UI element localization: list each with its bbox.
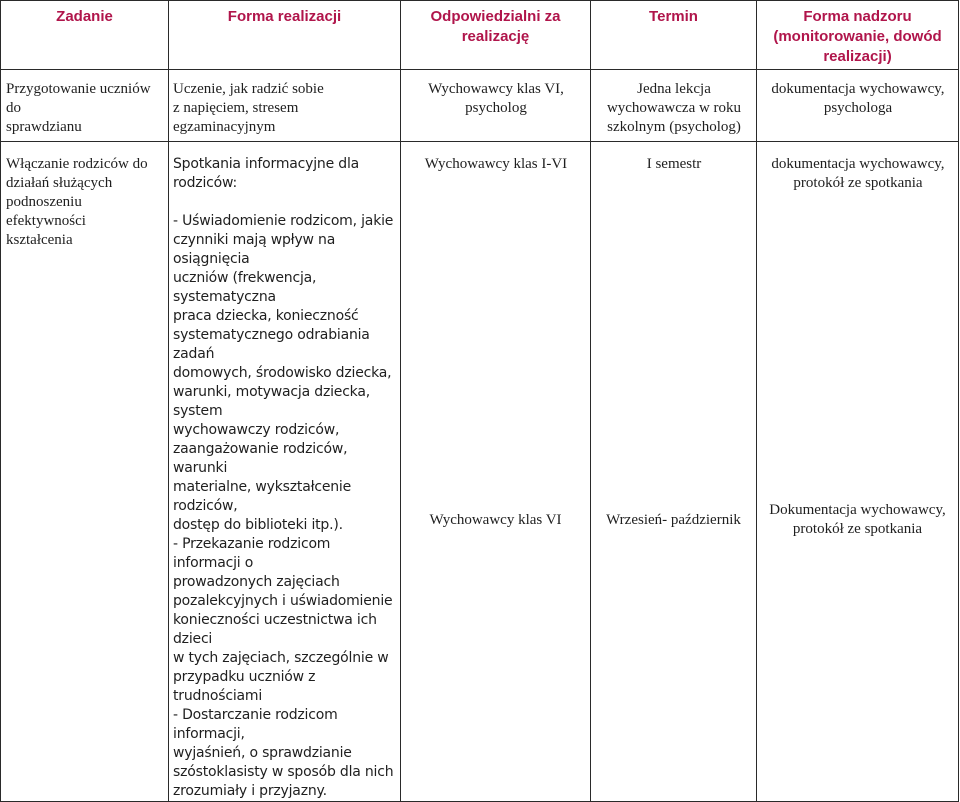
forma-body-line: dostęp do biblioteki itp.).: [173, 517, 343, 533]
header-termin: Termin: [591, 1, 757, 70]
forma-body-line: materialne, wykształcenie rodziców,: [173, 479, 352, 514]
forma-body-line: pozalekcyjnych i uświadomienie: [173, 593, 393, 609]
cell-odpowiedzialni: Wychowawcy klas VI, psycholog: [401, 70, 591, 142]
cell-nadzor: dokumentacja wychowawcy, protokół ze spotkania Dokumentacja wychowawcy, protokół ze spotkania: [757, 142, 959, 802]
forma-body-line: w tych zajęciach, szczególnie w: [173, 650, 389, 666]
forma-body-line: wyjaśnień, o sprawdzianie: [173, 745, 352, 761]
forma-body: [173, 212, 396, 801]
forma-body-line: przypadku uczniów z trudnościami: [173, 669, 316, 704]
forma-body-line: - Uświadomienie rodzicom, jakie: [173, 213, 394, 229]
forma-body-line: praca dziecka, konieczność: [173, 308, 359, 324]
cell-termin: Jedna lekcja wychowawcza w roku szkolnym (psycholog): [591, 70, 757, 142]
forma-body-line: warunki, motywacja dziecka, system: [173, 384, 370, 419]
forma-body-line: zrozumiały i przyjazny.: [173, 783, 327, 799]
forma-body-line: konieczności uczestnictwa ich dzieci: [173, 612, 377, 647]
cell-nadzor: dokumentacja wychowawcy, psychologa: [757, 70, 959, 142]
header-forma-nadzoru: Forma nadzoru (monitorowanie, dowód realizacji): [757, 1, 959, 70]
forma-body-line: - Przekazanie rodzicom informacji o: [173, 536, 331, 571]
cell-zadanie: Włączanie rodziców do działań służących podnoszeniu efektywności kształcenia: [1, 142, 169, 802]
forma-body-line: domowych, środowisko dziecka,: [173, 365, 392, 381]
cell-forma: Spotkania informacyjne dla rodziców: - Uświadomienie rodzicom, jakie czynniki mają wpływ na osiągnięcia uczniów (frekwencja, systematyczna praca dziecka, konieczność systematycznego odrabiania zadań domowych, środowisko dziecka, warunki, motywacja dziecka, system wychowawczy rodziców, zaangażowanie rodziców, warunki materialne, wykształcenie rodziców, dostęp do biblioteki itp.). - Przekazanie rodzicom informacji o prowadzonych zajęciach pozalekcyjnych i uświadomienie konieczności uczestnictwa ich dzieci w tych zajęciach, szczególnie w przypadku uczniów z trudnościami - Dostarczanie rodzicom informacji, wyjaśnień, o sprawdzianie szóstoklasisty w sposób dla nich zrozumiały i przyjazny.: [169, 142, 401, 802]
cell-forma: Uczenie, jak radzić sobie z napięciem, stresem egzaminacyjnym: [169, 70, 401, 142]
header-row: [1, 1, 959, 70]
cell-termin: I semestr Wrzesień- październik: [591, 142, 757, 802]
cell-zadanie: Przygotowanie uczniów do sprawdzianu: [1, 70, 169, 142]
forma-body-line: szóstoklasisty w sposób dla nich: [173, 764, 394, 780]
table-row: [1, 142, 959, 802]
forma-body-line: czynniki mają wpływ na osiągnięcia: [173, 232, 336, 267]
forma-body-line: prowadzonych zajęciach: [173, 574, 340, 590]
forma-body-line: zaangażowanie rodziców, warunki: [173, 441, 348, 476]
forma-body-line: systematycznego odrabiania zadań: [173, 327, 370, 362]
forma-body-line: - Dostarczanie rodzicom informacji,: [173, 707, 338, 742]
cell-odpowiedzialni: Wychowawcy klas I-VI Wychowawcy klas VI: [401, 142, 591, 802]
header-zadanie: Zadanie: [1, 1, 169, 70]
forma-body-line: wychowawczy rodziców,: [173, 422, 340, 438]
table-row: [1, 70, 959, 142]
forma-body-line: uczniów (frekwencja, systematyczna: [173, 270, 317, 305]
header-forma-realizacji: Forma realizacji: [169, 1, 401, 70]
header-odpowiedzialni: Odpowiedzialni za realizację: [401, 1, 591, 70]
